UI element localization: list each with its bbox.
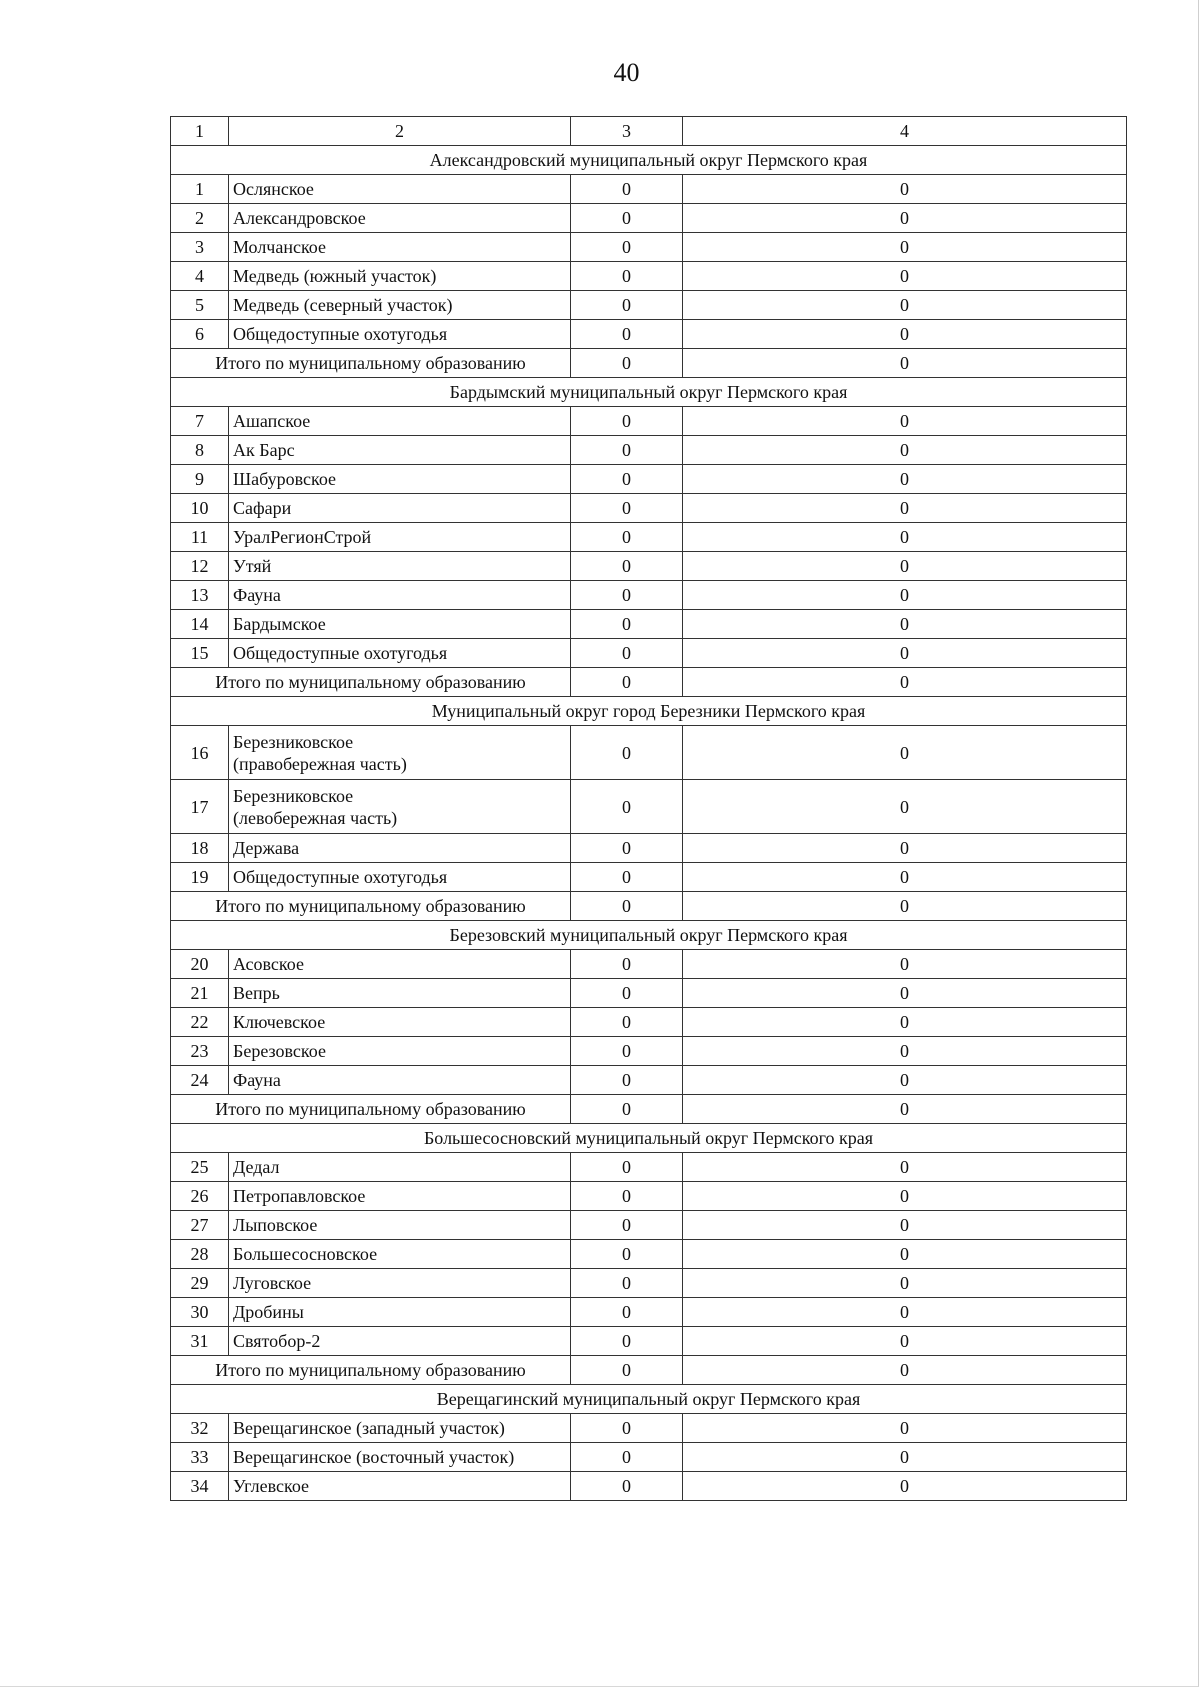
row-number: 23	[171, 1037, 229, 1066]
row-number: 33	[171, 1443, 229, 1472]
row-number: 29	[171, 1269, 229, 1298]
row-value-col3: 0	[571, 1443, 683, 1472]
row-number: 18	[171, 834, 229, 863]
table-row	[171, 639, 1127, 668]
table-row	[171, 1066, 1127, 1095]
table-row	[171, 1037, 1127, 1066]
row-value-col3: 0	[571, 262, 683, 291]
table-row	[171, 1414, 1127, 1443]
row-value-col3: 0	[571, 726, 683, 780]
row-value-col4: 0	[683, 436, 1127, 465]
row-name: УралРегионСтрой	[229, 523, 571, 552]
row-value-col4: 0	[683, 979, 1127, 1008]
row-number: 6	[171, 320, 229, 349]
row-name-line-2: (левобережная часть)	[233, 807, 398, 828]
row-name: Молчанское	[229, 233, 571, 262]
row-value-col4: 0	[683, 291, 1127, 320]
total-label: Итого по муниципальному образованию	[171, 1356, 571, 1385]
column-header-4: 4	[683, 117, 1127, 146]
total-row	[171, 1095, 1127, 1124]
section-title-row	[171, 921, 1127, 950]
row-number: 26	[171, 1182, 229, 1211]
row-name: Утяй	[229, 552, 571, 581]
section-title: Большесосновский муниципальный округ Пермского края	[171, 1124, 1127, 1153]
total-value-col3: 0	[571, 349, 683, 378]
row-number: 10	[171, 494, 229, 523]
row-number: 30	[171, 1298, 229, 1327]
row-name: Дробины	[229, 1298, 571, 1327]
row-name: Верещагинское (западный участок)	[229, 1414, 571, 1443]
row-value-col3: 0	[571, 639, 683, 668]
row-value-col3: 0	[571, 863, 683, 892]
row-name: Вепрь	[229, 979, 571, 1008]
row-value-col3: 0	[571, 175, 683, 204]
row-value-col4: 0	[683, 552, 1127, 581]
section-title-row	[171, 1385, 1127, 1414]
row-number: 25	[171, 1153, 229, 1182]
table-row	[171, 834, 1127, 863]
row-value-col4: 0	[683, 950, 1127, 979]
row-name: Ослянское	[229, 175, 571, 204]
row-value-col3: 0	[571, 1037, 683, 1066]
table-row	[171, 863, 1127, 892]
row-number: 5	[171, 291, 229, 320]
row-value-col3: 0	[571, 1472, 683, 1501]
row-value-col4: 0	[683, 233, 1127, 262]
table-row	[171, 726, 1127, 780]
total-value-col4: 0	[683, 349, 1127, 378]
row-name-line-1: Березниковское	[233, 785, 354, 806]
row-number: 16	[171, 726, 229, 780]
row-number: 12	[171, 552, 229, 581]
row-name	[229, 726, 571, 780]
row-name: Общедоступные охотугодья	[229, 639, 571, 668]
column-header-row	[171, 117, 1127, 146]
total-value-col3: 0	[571, 1356, 683, 1385]
row-value-col4: 0	[683, 494, 1127, 523]
row-value-col3: 0	[571, 204, 683, 233]
row-name: Медведь (северный участок)	[229, 291, 571, 320]
row-value-col3: 0	[571, 552, 683, 581]
row-value-col4: 0	[683, 1037, 1127, 1066]
table-row	[171, 581, 1127, 610]
table-row	[171, 1240, 1127, 1269]
table-row	[171, 1327, 1127, 1356]
table-row	[171, 523, 1127, 552]
section-title-row	[171, 378, 1127, 407]
row-number: 34	[171, 1472, 229, 1501]
table-row	[171, 204, 1127, 233]
row-number: 31	[171, 1327, 229, 1356]
total-value-col3: 0	[571, 1095, 683, 1124]
row-value-col4: 0	[683, 1066, 1127, 1095]
table-row	[171, 465, 1127, 494]
table-row	[171, 291, 1127, 320]
section-title-row	[171, 1124, 1127, 1153]
total-label: Итого по муниципальному образованию	[171, 1095, 571, 1124]
section-title-row	[171, 146, 1127, 175]
row-number: 9	[171, 465, 229, 494]
row-value-col3: 0	[571, 291, 683, 320]
row-value-col4: 0	[683, 863, 1127, 892]
total-row	[171, 668, 1127, 697]
row-name: Святобор-2	[229, 1327, 571, 1356]
row-value-col4: 0	[683, 610, 1127, 639]
table-row	[171, 1472, 1127, 1501]
table-row	[171, 1298, 1127, 1327]
row-value-col3: 0	[571, 780, 683, 834]
column-header-2: 2	[229, 117, 571, 146]
table-row	[171, 1182, 1127, 1211]
row-value-col3: 0	[571, 233, 683, 262]
total-row	[171, 1356, 1127, 1385]
row-value-col4: 0	[683, 1443, 1127, 1472]
row-name-line-1: Березниковское	[233, 731, 354, 752]
row-value-col3: 0	[571, 1298, 683, 1327]
table-row	[171, 979, 1127, 1008]
row-number: 20	[171, 950, 229, 979]
row-name: Ключевское	[229, 1008, 571, 1037]
row-value-col3: 0	[571, 1182, 683, 1211]
row-value-col4: 0	[683, 834, 1127, 863]
row-value-col4: 0	[683, 1240, 1127, 1269]
row-number: 7	[171, 407, 229, 436]
table-row	[171, 233, 1127, 262]
table-row	[171, 552, 1127, 581]
row-value-col3: 0	[571, 1327, 683, 1356]
row-value-col4: 0	[683, 1269, 1127, 1298]
row-number: 13	[171, 581, 229, 610]
row-name: Луговское	[229, 1269, 571, 1298]
table-row	[171, 1008, 1127, 1037]
total-value-col3: 0	[571, 668, 683, 697]
row-value-col3: 0	[571, 610, 683, 639]
table-row	[171, 1153, 1127, 1182]
row-number: 2	[171, 204, 229, 233]
row-value-col4: 0	[683, 1327, 1127, 1356]
row-name	[229, 780, 571, 834]
row-value-col4: 0	[683, 1298, 1127, 1327]
row-number: 28	[171, 1240, 229, 1269]
row-number: 22	[171, 1008, 229, 1037]
row-value-col4: 0	[683, 262, 1127, 291]
section-title-row	[171, 697, 1127, 726]
row-value-col4: 0	[683, 726, 1127, 780]
row-name: Верещагинское (восточный участок)	[229, 1443, 571, 1472]
row-value-col3: 0	[571, 465, 683, 494]
row-value-col3: 0	[571, 1153, 683, 1182]
section-title: Березовский муниципальный округ Пермского края	[171, 921, 1127, 950]
row-number: 11	[171, 523, 229, 552]
row-name: Держава	[229, 834, 571, 863]
row-number: 4	[171, 262, 229, 291]
row-name: Березовское	[229, 1037, 571, 1066]
row-number: 32	[171, 1414, 229, 1443]
table-row	[171, 436, 1127, 465]
row-name: Фауна	[229, 581, 571, 610]
row-value-col3: 0	[571, 950, 683, 979]
section-title: Бардымский муниципальный округ Пермского края	[171, 378, 1127, 407]
row-name: Сафари	[229, 494, 571, 523]
row-number: 27	[171, 1211, 229, 1240]
row-number: 24	[171, 1066, 229, 1095]
total-label: Итого по муниципальному образованию	[171, 892, 571, 921]
hunting-grounds-table	[170, 116, 1127, 1501]
row-name: Дедал	[229, 1153, 571, 1182]
row-number: 15	[171, 639, 229, 668]
row-name: Углевское	[229, 1472, 571, 1501]
row-value-col4: 0	[683, 1008, 1127, 1037]
row-value-col3: 0	[571, 834, 683, 863]
row-value-col3: 0	[571, 320, 683, 349]
row-value-col3: 0	[571, 1414, 683, 1443]
row-number: 17	[171, 780, 229, 834]
table-row	[171, 262, 1127, 291]
row-value-col3: 0	[571, 1240, 683, 1269]
section-title: Муниципальный округ город Березники Пермского края	[171, 697, 1127, 726]
total-value-col4: 0	[683, 668, 1127, 697]
row-name-line-2: (правобережная часть)	[233, 753, 407, 774]
table-row	[171, 175, 1127, 204]
row-value-col3: 0	[571, 436, 683, 465]
row-name: Общедоступные охотугодья	[229, 863, 571, 892]
row-number: 1	[171, 175, 229, 204]
column-header-1: 1	[171, 117, 229, 146]
column-header-3: 3	[571, 117, 683, 146]
row-value-col4: 0	[683, 639, 1127, 668]
total-row	[171, 349, 1127, 378]
section-title: Александровский муниципальный округ Пермского края	[171, 146, 1127, 175]
row-number: 21	[171, 979, 229, 1008]
row-name: Ашапское	[229, 407, 571, 436]
total-label: Итого по муниципальному образованию	[171, 668, 571, 697]
table-row	[171, 780, 1127, 834]
table-row	[171, 610, 1127, 639]
row-value-col4: 0	[683, 1211, 1127, 1240]
row-name: Фауна	[229, 1066, 571, 1095]
row-value-col4: 0	[683, 1472, 1127, 1501]
total-value-col4: 0	[683, 1356, 1127, 1385]
row-name: Бардымское	[229, 610, 571, 639]
row-value-col4: 0	[683, 320, 1127, 349]
page-number: 40	[613, 58, 640, 87]
row-value-col3: 0	[571, 1269, 683, 1298]
row-name: Шабуровское	[229, 465, 571, 494]
table-row	[171, 1269, 1127, 1298]
row-value-col3: 0	[571, 523, 683, 552]
table-row	[171, 494, 1127, 523]
table-row	[171, 1211, 1127, 1240]
row-value-col3: 0	[571, 581, 683, 610]
row-name: Общедоступные охотугодья	[229, 320, 571, 349]
row-number: 14	[171, 610, 229, 639]
row-value-col3: 0	[571, 1211, 683, 1240]
row-name: Петропавловское	[229, 1182, 571, 1211]
table-row	[171, 950, 1127, 979]
row-name: Ак Барс	[229, 436, 571, 465]
total-label: Итого по муниципальному образованию	[171, 349, 571, 378]
total-value-col3: 0	[571, 892, 683, 921]
row-value-col4: 0	[683, 1414, 1127, 1443]
row-name: Лыповское	[229, 1211, 571, 1240]
row-value-col4: 0	[683, 780, 1127, 834]
row-value-col3: 0	[571, 979, 683, 1008]
section-title: Верещагинский муниципальный округ Пермского края	[171, 1385, 1127, 1414]
table-row	[171, 407, 1127, 436]
row-value-col4: 0	[683, 407, 1127, 436]
row-name: Асовское	[229, 950, 571, 979]
row-value-col3: 0	[571, 494, 683, 523]
row-value-col4: 0	[683, 204, 1127, 233]
row-value-col3: 0	[571, 1066, 683, 1095]
row-name: Александровское	[229, 204, 571, 233]
total-value-col4: 0	[683, 892, 1127, 921]
row-value-col4: 0	[683, 175, 1127, 204]
row-name: Медведь (южный участок)	[229, 262, 571, 291]
row-name: Большесосновское	[229, 1240, 571, 1269]
row-number: 19	[171, 863, 229, 892]
row-number: 3	[171, 233, 229, 262]
table-body	[171, 117, 1127, 1501]
table-row	[171, 1443, 1127, 1472]
row-value-col4: 0	[683, 1182, 1127, 1211]
row-number: 8	[171, 436, 229, 465]
row-value-col4: 0	[683, 465, 1127, 494]
table-row	[171, 320, 1127, 349]
row-value-col3: 0	[571, 407, 683, 436]
total-row	[171, 892, 1127, 921]
row-value-col4: 0	[683, 581, 1127, 610]
row-value-col4: 0	[683, 1153, 1127, 1182]
row-value-col3: 0	[571, 1008, 683, 1037]
total-value-col4: 0	[683, 1095, 1127, 1124]
row-value-col4: 0	[683, 523, 1127, 552]
